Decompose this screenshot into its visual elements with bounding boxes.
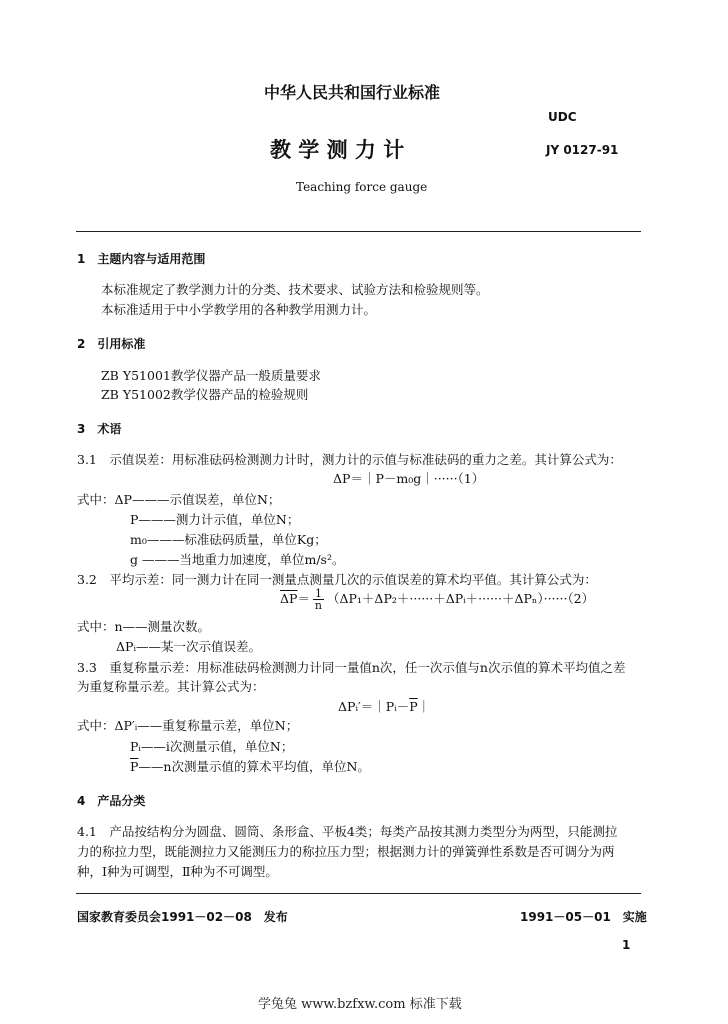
formula-2 (280, 588, 594, 611)
formula-3-mean: $\overline{P}$ (409, 699, 418, 714)
formula-2-rhs: （ΔP₁＋ΔP₂＋······＋ΔPᵢ＋······＋ΔPₙ）······（2） (326, 591, 595, 606)
clause-4-1-line: 种，Ⅰ种为可调型，Ⅱ种为不可调型。 (77, 864, 278, 879)
clause-3-2: 3.2 平均示差：同一测力计在同一测量点测量几次的示值误差的算术均平值。其计算公式为： (77, 572, 597, 587)
where-line: 式中：n——测量次数。 (77, 619, 211, 634)
formula-3-lhs: ΔPᵢ′＝｜Pᵢ－ (338, 699, 410, 714)
where-line: P———测力计示值，单位N； (130, 512, 300, 527)
section-4-heading: 4 产品分类 (77, 794, 146, 808)
formula-1: ΔP＝｜P－m₀g｜······（1） (333, 471, 485, 486)
watermark-text[interactable]: 学兔兔 www.bzfxw.com 标准下载 (258, 997, 462, 1012)
where-line: 式中：ΔP———示值误差，单位N； (77, 492, 281, 507)
formula-2-fraction (313, 588, 324, 611)
standard-number: JY 0127-91 (546, 143, 619, 157)
where-line: ΔPᵢ——某一次示值误差。 (116, 639, 261, 654)
clause-4-1-line: 力的称拉力型，既能测拉力又能测压力的称拉压力型；根据测力计的弹簧弹性系数是否可调分为两 (77, 844, 615, 859)
where-line: 式中：ΔP′ᵢ——重复称量示差，单位N； (77, 718, 299, 733)
issue-date: 国家教育委员会1991－02－08 发布 (77, 910, 288, 924)
clause-3-3: 3.3 重复称量示差：用标准砝码检测测力计同一量值n次，任一次示值与n次示值的算术平均值之差 (77, 660, 626, 675)
section-1-line: 本标准规定了教学测力计的分类、技术要求、试验方法和检验规则等。 (101, 282, 489, 297)
footer-divider (76, 893, 641, 894)
fraction-numerator: 1 (314, 587, 322, 600)
document-title: 教 学 测 力 计 (270, 138, 405, 162)
clause-4-1-line: 4.1 产品按结构分为圆盘、圆筒、条形盒、平板4类；每类产品按其测力类型分为两型，只能测拉 (77, 824, 618, 839)
clause-3-1: 3.1 示值误差：用标准砝码检测测力计时，测力计的示值与标准砝码的重力之差。其计算公式为： (77, 452, 622, 467)
english-title: Teaching force gauge (296, 180, 428, 194)
mean-symbol: $\overline{P}$ (130, 759, 139, 774)
page-number: 1 (622, 938, 631, 952)
section-1-line: 本标准适用于中小学教学用的各种教学用测力计。 (101, 302, 377, 317)
reference-standard: ZB Y51001教学仪器产品一般质量要求 (101, 368, 321, 383)
section-2-heading: 2 引用标准 (77, 337, 146, 351)
section-1-heading: 1 主题内容与适用范围 (77, 252, 206, 266)
fraction-denominator: n (314, 599, 323, 612)
udc-label: UDC (548, 110, 577, 124)
effective-date: 1991－05－01 实施 (520, 910, 647, 924)
formula-3-end: ｜ (417, 699, 431, 714)
header-divider (76, 231, 641, 232)
where-line: Pᵢ——i次测量示值，单位N； (130, 739, 294, 754)
section-3-heading: 3 术语 (77, 422, 122, 436)
where-line (130, 757, 370, 775)
where-line: g ———当地重力加速度，单位m/s²。 (130, 552, 345, 567)
formula-3 (338, 697, 430, 715)
mean-description: ——n次测量示值的算术平均值，单位N。 (138, 759, 370, 774)
formula-2-equals: ＝ (297, 591, 310, 606)
industry-standard-title: 中华人民共和国行业标准 (264, 83, 441, 102)
formula-2-lhs: $\overline{\Delta P}$ (280, 591, 298, 606)
reference-standard: ZB Y51002教学仪器产品的检验规则 (101, 387, 309, 402)
where-line: m₀———标准砝码质量，单位Kg； (130, 532, 327, 547)
clause-3-3-cont: 为重复称量示差。其计算公式为： (77, 679, 265, 694)
